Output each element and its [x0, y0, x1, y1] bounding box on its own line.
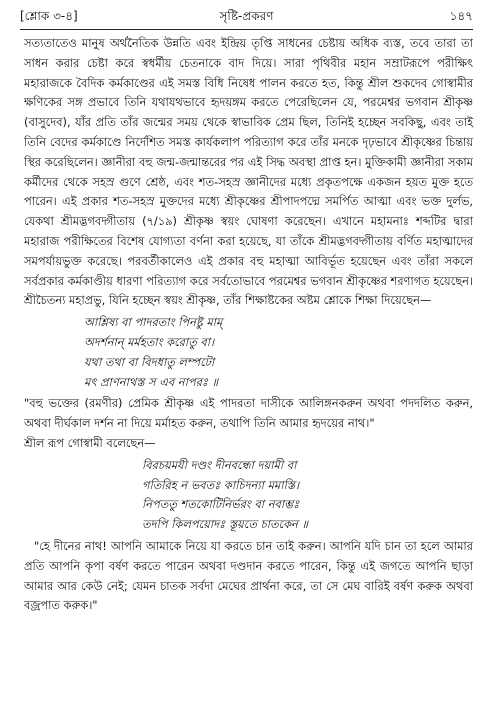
page-body [24, 34, 473, 697]
page-number: ১৪৭ [449, 9, 473, 23]
verse-line: গতিরিহ ন ভবতঃ কাচিদন্যা মমাস্তি। [142, 477, 300, 492]
verse-line: যথা তথা বা বিদধাতু লম্পটো [84, 354, 215, 369]
sanskrit-verse-1 [84, 313, 473, 392]
verse-line: বিরচয়মযী দণ্ডং দীনবন্ধো দয়ামী বা [142, 457, 297, 472]
verse-translation-1: "বহু ভক্তের (রমণীর) প্রেমিক শ্রীকৃষ্ণ এই পাদরতা দাসীকে আলিঙ্গনকরুন অথবা পদদলিত করুন, অথবা দীর্ঘকাল দর্শন না দিয়ে মর্মাহত করুন, তথাপি তিনি আমার হৃদয়ের নাথ।" [24, 396, 473, 431]
verse-line: তদপি কিলপয়োদঃ স্তূয়তে চাতকেন ॥ [142, 517, 308, 532]
verse-line: নিপততু শতকোটিনির্ভরং বা নবাম্ভঃ [142, 497, 300, 512]
verse-reference: [শ্লোক ৩-৪] [20, 9, 78, 23]
header-divider [20, 29, 473, 30]
chapter-title: সৃষ্টি-প্রকরণ [219, 9, 274, 23]
sanskrit-verse-2 [142, 456, 473, 535]
page-header [20, 7, 473, 25]
purport-paragraph: সত্যতাতেও মানুষ অর্থনৈতিক উন্নতি এবং ইন্দ্রিয় তৃপ্তি সাধনের চেষ্টায় অধিক ব্যস্ত, তবে তারা তা সাধন করার চেষ্টা করে স্বধর্মীয় চেতনাকে বাদ দিয়ে। সারা পৃথিবীর মহান সম্রাটরূপে পরীক্ষিৎ মহারাজকে বৈদিক কর্মকাণ্ডের এই সমস্ত বিধি নিষেধ পালন করতে হত, কিন্তু শ্রীল শুকদেব গোস্বামীর ক্ষণিকের সঙ্গ প্রভাবে তিনি যথাযথভাবে হৃদয়ঙ্গম করতে পেরেছিলেন যে, পরমেশ্বর ভগবান শ্রীকৃষ্ণ (বাসুদেব), যাঁর প্রতি তাঁর জন্মের সময় থেকে স্বাভাবিক প্রেম ছিল, তিনিই হচ্ছেন সবকিছু, এবং তাই তিনি বেদের কর্মকাণ্ডে নির্দেশিত সমস্ত কার্যকলাপ পরিত্যাগ করে তাঁর মনকে দৃঢ়ভাবে শ্রীকৃষ্ণের চিন্তায় স্থির করেছিলেন। জ্ঞানীরা বহু জন্ম-জন্মান্তরের পর এই সিদ্ধ অবস্থা প্রাপ্ত হন। মুক্তিকামী জ্ঞানীরা সকাম কর্মীদের থেকে সহস্র গুণে শ্রেষ্ঠ, এবং শত-সহস্র জ্ঞানীদের মধ্যে প্রকৃতপক্ষে একজন হয়ত মুক্ত হতে পারেন। এই প্রকার শত-সহস্র মুক্তদের মধ্যে শ্রীকৃষ্ণের শ্রীপাদপদ্মে সমর্পিত আত্মা এবং ভক্ত দুর্লভ, যেকথা শ্রীমদ্ভগবদ্গীতায় (৭/১৯) শ্রীকৃষ্ণ স্বয়ং ঘোষণা করেছেন। এখানে মহামনাঃ শব্দটির দ্বারা মহারাজ পরীক্ষিতের বিশেষ যোগ্যতা বর্ণনা করা হয়েছে, যা তাঁকে শ্রীমদ্ভগবদ্গীতায় বর্ণিত মহাত্মাদের সমপর্যায়ভুক্ত করেছে। পরবর্তীকালেও এই প্রকার বহু মহাত্মা আবির্ভূত হয়েছেন এবং তাঁরা সকলে সর্বপ্রকার কর্মকাণ্ডীয় ধারণা পরিত্যাগ করে সর্বতোভাবে পরমেশ্বর ভগবান শ্রীকৃষ্ণের শরণাগত হয়েছেন। শ্রীচৈতন্য মহাপ্রভু, যিনি হচ্ছেন স্বয়ং শ্রীকৃষ্ণ, তাঁর শিক্ষাষ্টকের অষ্টম শ্লোকে শিক্ষা দিয়েছেন— [24, 36, 473, 308]
verse-line: মৎ প্রাণনাথস্ত স এব নাপরঃ ॥ [84, 374, 219, 389]
verse-line: অদর্শনান্ মর্মহতাং করোতু বা। [84, 334, 215, 349]
verse-line: আশ্লিষ্য বা পাদরতাং পিনষ্টু মাম্ [84, 315, 223, 330]
verse-translation-2: "হে দীনের নাথ! আপনি আমাকে নিয়ে যা করতে চান তাই করুন। আপনি যদি চান তা হলে আমার প্রতি আপনি কৃপা বর্ষণ করতে পারেন অথবা দণ্ডদান করতে পারেন, কিন্তু এই জগতে আপনি ছাড়া আমার আর কেউ নেই; যেমন চাতক সর্বদা মেঘের প্রার্থনা করে, তা সে মেঘ বারিই বর্ষণ করুক অথবা বজ্রপাত করুক।" [24, 538, 473, 613]
speaker-line: শ্রীল রূপ গোস্বামী বলেছেন— [24, 435, 156, 450]
